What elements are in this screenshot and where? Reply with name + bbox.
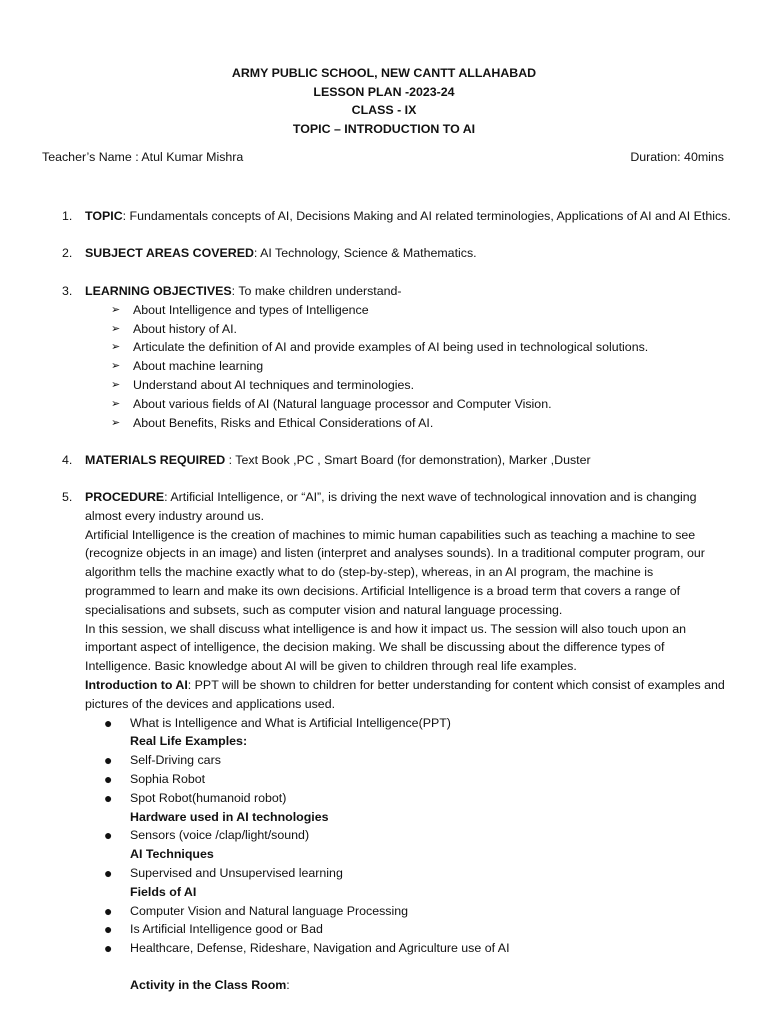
section-number: 1.	[62, 209, 73, 223]
section-text: : AI Technology, Science & Mathematics.	[253, 246, 477, 260]
class-label: CLASS - IX	[351, 103, 417, 118]
meta-row	[42, 148, 724, 167]
arrowhead-bullet-icon: ➢	[111, 416, 121, 429]
section-label: LEARNING OBJECTIVES	[85, 284, 232, 298]
round-bullet-icon: ●	[104, 940, 113, 957]
list-item: ➢ About machine learning	[85, 357, 745, 376]
list-item: ➢ About Intelligence and types of Intelligence	[85, 301, 745, 320]
list-item: ● Is Artificial Intelligence good or Bad	[104, 921, 323, 938]
arrowhead-bullet-icon: ➢	[111, 360, 121, 373]
section-number: 3.	[62, 284, 73, 298]
section-text: : Text Book ,PC , Smart Board (for demonstration), Marker ,Duster	[225, 453, 591, 467]
list-item: ➢ About history of AI.	[85, 320, 745, 339]
section-label: TOPIC	[85, 209, 123, 223]
intro-text: : PPT will be shown to children for better understanding for content which consist of examples and pictures of the devices and applications used.	[85, 677, 725, 711]
list-item: ● Healthcare, Defense, Rideshare, Navigation and Agriculture use of AI	[104, 940, 510, 957]
round-bullet-icon: ●	[104, 921, 113, 938]
round-bullet-icon: ●	[104, 827, 113, 844]
duration: Duration: 40mins	[630, 150, 724, 164]
round-bullet-icon: ●	[104, 770, 113, 787]
round-bullet-icon: ●	[104, 714, 113, 731]
procedure-paragraph: Artificial Intelligence is the creation of machines to mimic human capabilities such as teaching a machine to see (recognize objects in an image) and listen (interpret and analyses sounds). In a traditional computer program, our algorithm tells the machine exactly what to do (step-by-step), whereas, in an AI program, the machine is programmed to learn and make its own decisions. Artificial Intelligence is a broad term that covers a range of specialisations and subsets, such as computer vision and natural language processing.	[85, 527, 705, 617]
list-item: ● Supervised and Unsupervised learning	[104, 864, 343, 881]
arrowhead-bullet-icon: ➢	[111, 303, 121, 316]
activity-heading: Activity in the Class Room:	[130, 977, 290, 992]
section-label: SUBJECT AREAS COVERED	[85, 246, 254, 260]
list-item: ● Sensors (voice /clap/light/sound)	[104, 827, 310, 844]
arrowhead-bullet-icon: ➢	[111, 322, 121, 335]
objectives-list	[85, 301, 745, 433]
list-item: ➢ About Benefits, Risks and Ethical Considerations of AI.	[85, 414, 745, 433]
round-bullet-icon: ●	[104, 902, 113, 919]
section-text: : Artificial Intelligence, or “AI”, is driving the next wave of technological innovation and is changing almost every industry around us.	[85, 490, 697, 523]
list-item: ● Computer Vision and Natural language Processing	[104, 902, 409, 919]
arrowhead-bullet-icon: ➢	[111, 341, 121, 354]
section-text: : To make children understand-	[231, 284, 402, 298]
list-item: ● Sophia Robot	[104, 770, 206, 787]
section-label: PROCEDURE	[85, 490, 165, 504]
list-item: ● What is Intelligence and What is Artificial Intelligence(PPT)	[104, 714, 451, 731]
procedure-bullets	[85, 714, 745, 958]
list-item: ➢ Articulate the definition of AI and provide examples of AI being used in technological solutions.	[85, 338, 745, 357]
section-label: MATERIALS REQUIRED	[85, 453, 226, 467]
arrowhead-bullet-icon: ➢	[111, 397, 121, 410]
section-number: 2.	[62, 246, 73, 260]
list-subheading: Fields of AI	[130, 884, 197, 899]
section-number: 4.	[62, 453, 73, 467]
list-item: ➢ Understand about AI techniques and terminologies.	[85, 376, 745, 395]
section-number: 5.	[62, 490, 73, 504]
school-name: ARMY PUBLIC SCHOOL, NEW CANTT ALLAHABAD	[231, 66, 537, 80]
intro-label: Introduction to AI	[85, 677, 188, 692]
list-item: ➢ About various fields of AI (Natural language processor and Computer Vision.	[85, 395, 745, 414]
lesson-plan-title: LESSON PLAN -2023-24	[313, 84, 455, 99]
procedure-paragraph: In this session, we shall discuss what intelligence is and how it impact us. The session will also touch upon an important aspect of intelligence, the decision making. We shall be discussing about the difference types of Intelligence. Basic knowledge about AI will be given to children through real life examples.	[85, 621, 687, 674]
round-bullet-icon: ●	[104, 864, 113, 881]
arrowhead-bullet-icon: ➢	[111, 378, 121, 391]
list-subheading: Hardware used in AI technologies	[130, 809, 329, 824]
list-item: ● Self-Driving cars	[104, 752, 221, 769]
round-bullet-icon: ●	[104, 752, 113, 769]
list-item: ● Spot Robot(humanoid robot)	[104, 789, 287, 806]
document-header	[0, 64, 768, 138]
section-text: : Fundamentals concepts of AI, Decisions Making and AI related terminologies, Applications of AI and AI Ethics.	[122, 209, 731, 223]
list-subheading: AI Techniques	[130, 847, 214, 862]
list-subheading: Real Life Examples:	[130, 734, 248, 749]
topic-title: TOPIC – INTRODUCTION TO AI	[292, 121, 476, 136]
teacher-name: Teacher’s Name : Atul Kumar Mishra	[42, 150, 244, 164]
round-bullet-icon: ●	[104, 789, 113, 806]
